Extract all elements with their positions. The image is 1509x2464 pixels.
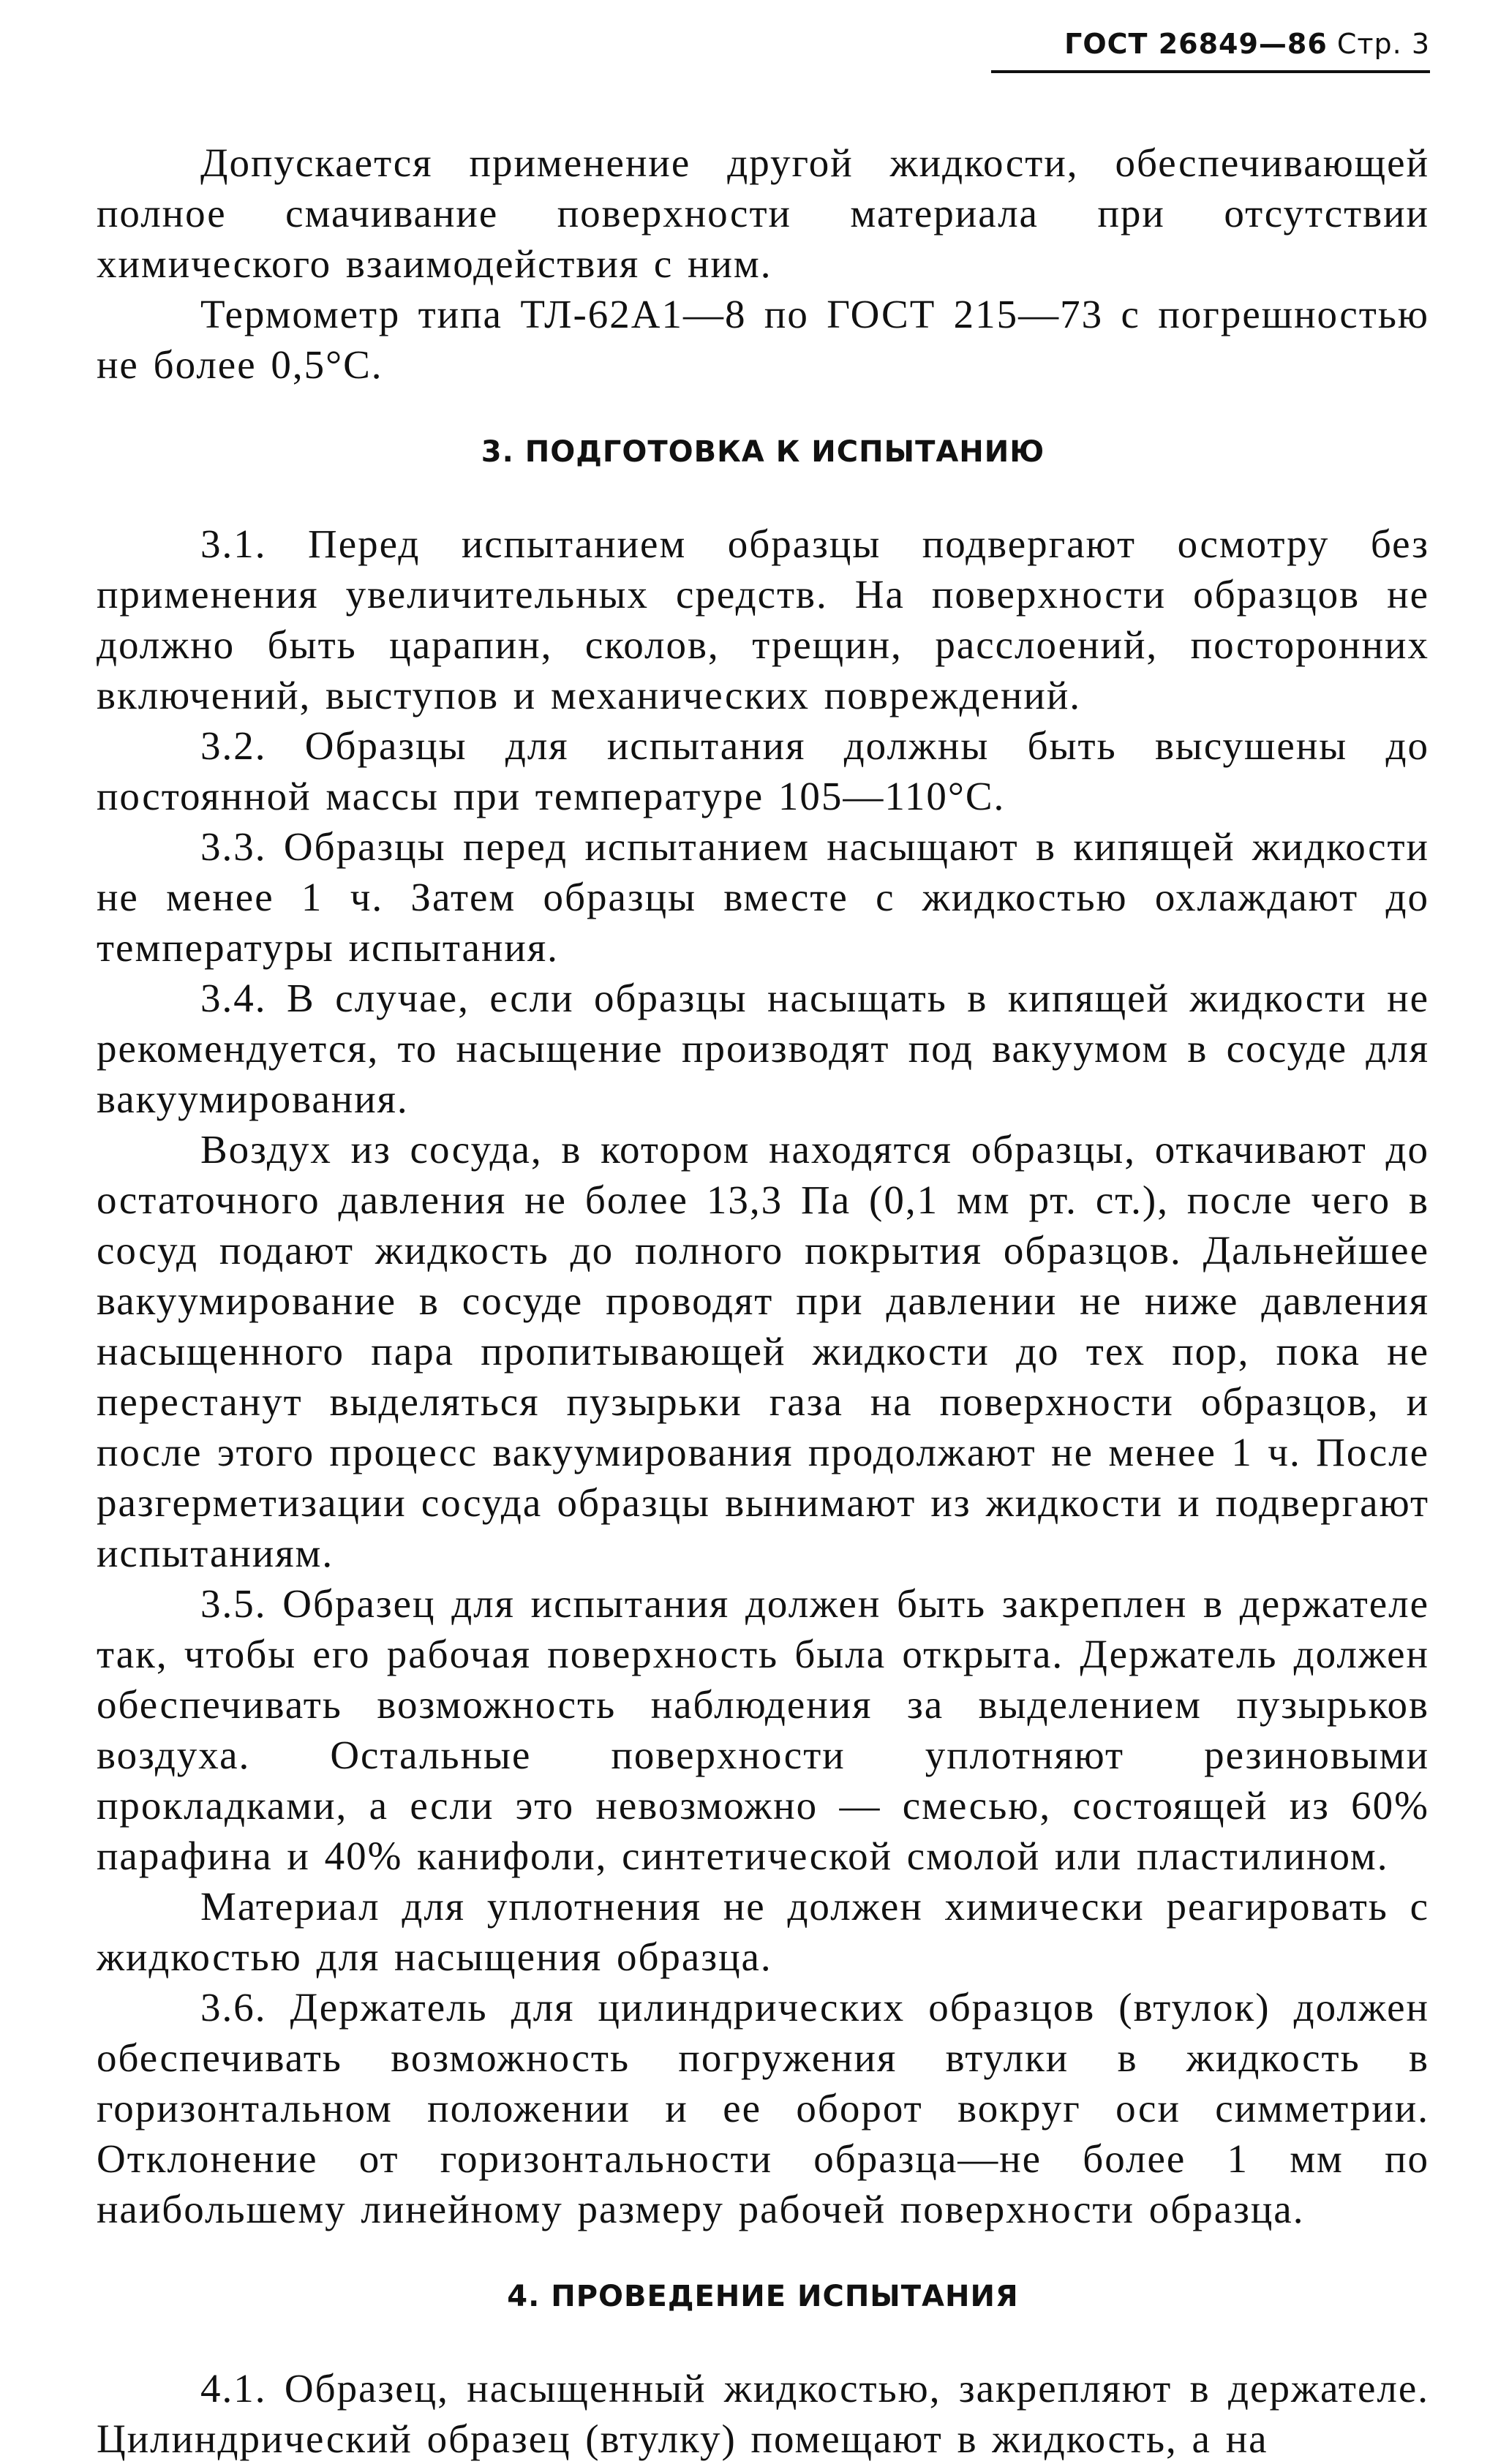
paragraph-3-5-sealing: Материал для уплотнения не должен химически реагировать с жидкостью для насыщения образца. [97, 1884, 1429, 1979]
page-body [97, 137, 1429, 2464]
paragraph-4-1: 4.1. Образец, насыщенный жидкостью, закрепляют в держателе. Цилиндрический образец (втулку) помещают в жидкость, а на [97, 2366, 1429, 2461]
paragraph-3-3: 3.3. Образцы перед испытанием насыщают в кипящей жидкости не менее 1 ч. Затем образцы вместе с жидкостью охлаждают до температуры испытания. [97, 824, 1429, 970]
paragraph-3-5: 3.5. Образец для испытания должен быть закреплен в держателе так, чтобы его рабочая поверхность была открыта. Держатель должен обеспечивать возможность наблюдения за выделением пузырьков воздуха. Остальные поверхности уплотняют резиновыми прокладками, а если это невозможно — смесью, состоящей из 60% парафина и 40% канифоли, синтетической смолой или пластилином. [97, 1581, 1429, 1878]
section-3-heading: 3. ПОДГОТОВКА К ИСПЫТАНИЮ [481, 435, 1045, 469]
paragraph-liquid-note: Допускается применение другой жидкости, обеспечивающей полное смачивание поверхности материала при отсутствии химического взаимодействия с ним. [97, 140, 1429, 286]
paragraph-3-1: 3.1. Перед испытанием образцы подвергают осмотру без применения увеличительных средств. На поверхности образцов не должно быть царапин, сколов, трещин, расслоений, посторонних включений, выступов и механических повреждений. [97, 521, 1429, 717]
paragraph-3-2: 3.2. Образцы для испытания должны быть высушены до постоянной массы при температуре 105—110°С. [97, 723, 1429, 818]
paragraph-thermometer: Термометр типа ТЛ-62А1—8 по ГОСТ 215—73 с погрешностью не более 0,5°С. [97, 292, 1429, 387]
paragraph-3-6: 3.6. Держатель для цилиндрических образцов (втулок) должен обеспечивать возможность погружения втулки в жидкость в горизонтальном положении и ее оборот вокруг оси симметрии. Отклонение от горизонтальности образца—не более 1 мм по наибольшему линейному размеру рабочей поверхности образца. [97, 1985, 1429, 2231]
paragraph-3-4-vacuum: Воздух из сосуда, в котором находятся образцы, откачивают до остаточного давления не более 13,3 Па (0,1 мм рт. ст.), после чего в сосуд подают жидкость до полного покрытия образцов. Дальнейшее вакуумирование в сосуде проводят при давлении не ниже давления насыщенного пара пропитывающей жидкости до тех пор, пока не перестанут выделяться пузырьки газа на поверхности образцов, и после этого процесс вакуумирования продолжают не менее 1 ч. После разгерметизации сосуда образцы вынимают из жидкости и подвергают испытаниям. [97, 1127, 1429, 1575]
page-number: Стр. 3 [1336, 28, 1430, 60]
paragraph-3-4: 3.4. В случае, если образцы насыщать в кипящей жидкости не рекомендуется, то насыщение производят под вакуумом в сосуде для вакуумирования. [97, 976, 1429, 1121]
running-header [991, 28, 1430, 73]
standard-number: ГОСТ 26849—86 [1064, 28, 1328, 60]
section-4-heading: 4. ПРОВЕДЕНИЕ ИСПЫТАНИЯ [507, 2280, 1019, 2313]
